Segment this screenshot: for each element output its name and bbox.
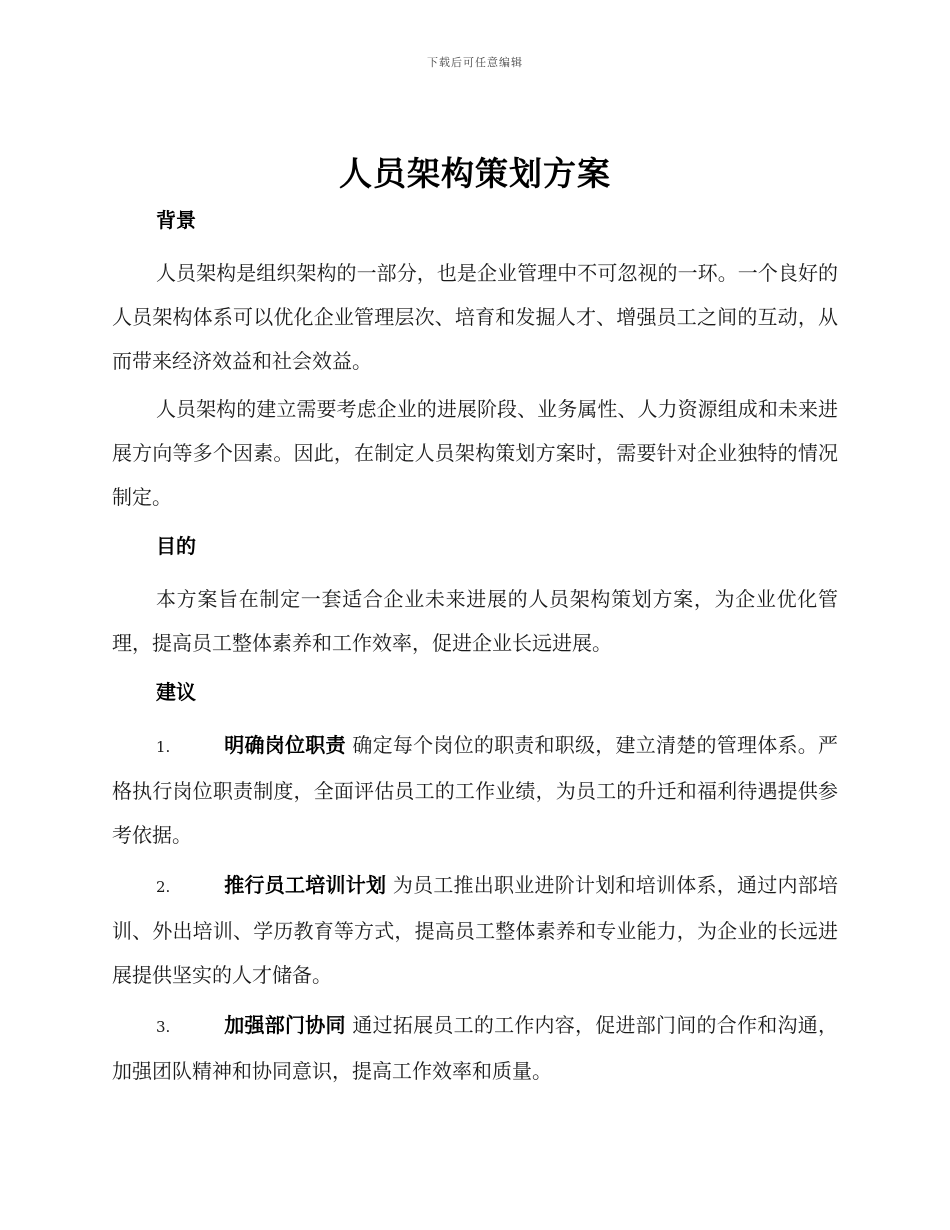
suggestion-item-1 [112, 723, 838, 857]
background-paragraph-2: 人员架构的建立需要考虑企业的进展阶段、业务属性、人力资源组成和未来进展方向等多个因素。因此，在制定人员架构策划方案时，需要针对企业独特的情况制定。 [112, 397, 838, 509]
purpose-paragraph: 本方案旨在制定一套适合企业未来进展的人员架构策划方案，为企业优化管理，提高员工整体素养和工作效率，促进企业长远进展。 [112, 587, 838, 655]
section-heading-suggestions: 建议 [156, 680, 196, 704]
document-body [112, 203, 838, 1093]
suggestion-lead: 加强部门协同 [224, 1013, 346, 1037]
suggestion-number: 1. [156, 738, 171, 756]
document-title: 人员架构策划方案 [339, 154, 611, 193]
suggestion-item-2 [112, 863, 838, 997]
suggestion-text: 确定每个岗位的职责和职级，建立清楚的管理体系。严格执行岗位职责制度，全面评估员工的工作业绩，为员工的升迁和福利待遇提供参考依据。 [112, 733, 839, 847]
suggestion-lead: 推行员工培训计划 [224, 873, 387, 897]
page-header-note: 下载后可任意编辑 [427, 56, 523, 69]
suggestion-text: 通过拓展员工的工作内容，促进部门间的合作和沟通，加强团队精神和协同意识，提高工作效率和质量。 [112, 1013, 839, 1083]
background-paragraph-1: 人员架构是组织架构的一部分，也是企业管理中不可忽视的一环。一个良好的人员架构体系可以优化企业管理层次、培育和发掘人才、增强员工之间的互动，从而带来经济效益和社会效益。 [112, 261, 838, 373]
suggestion-number: 3. [156, 1018, 171, 1036]
section-heading-background: 背景 [156, 208, 196, 232]
suggestion-item-3 [112, 1003, 838, 1093]
suggestion-text: 为员工推出职业进阶计划和培训体系，通过内部培训、外出培训、学历教育等方式，提高员工整体素养和专业能力，为企业的长远进展提供坚实的人才储备。 [112, 873, 838, 987]
suggestion-number: 2. [156, 878, 171, 896]
suggestion-lead: 明确岗位职责 [224, 733, 346, 757]
section-heading-purpose: 目的 [156, 534, 196, 558]
